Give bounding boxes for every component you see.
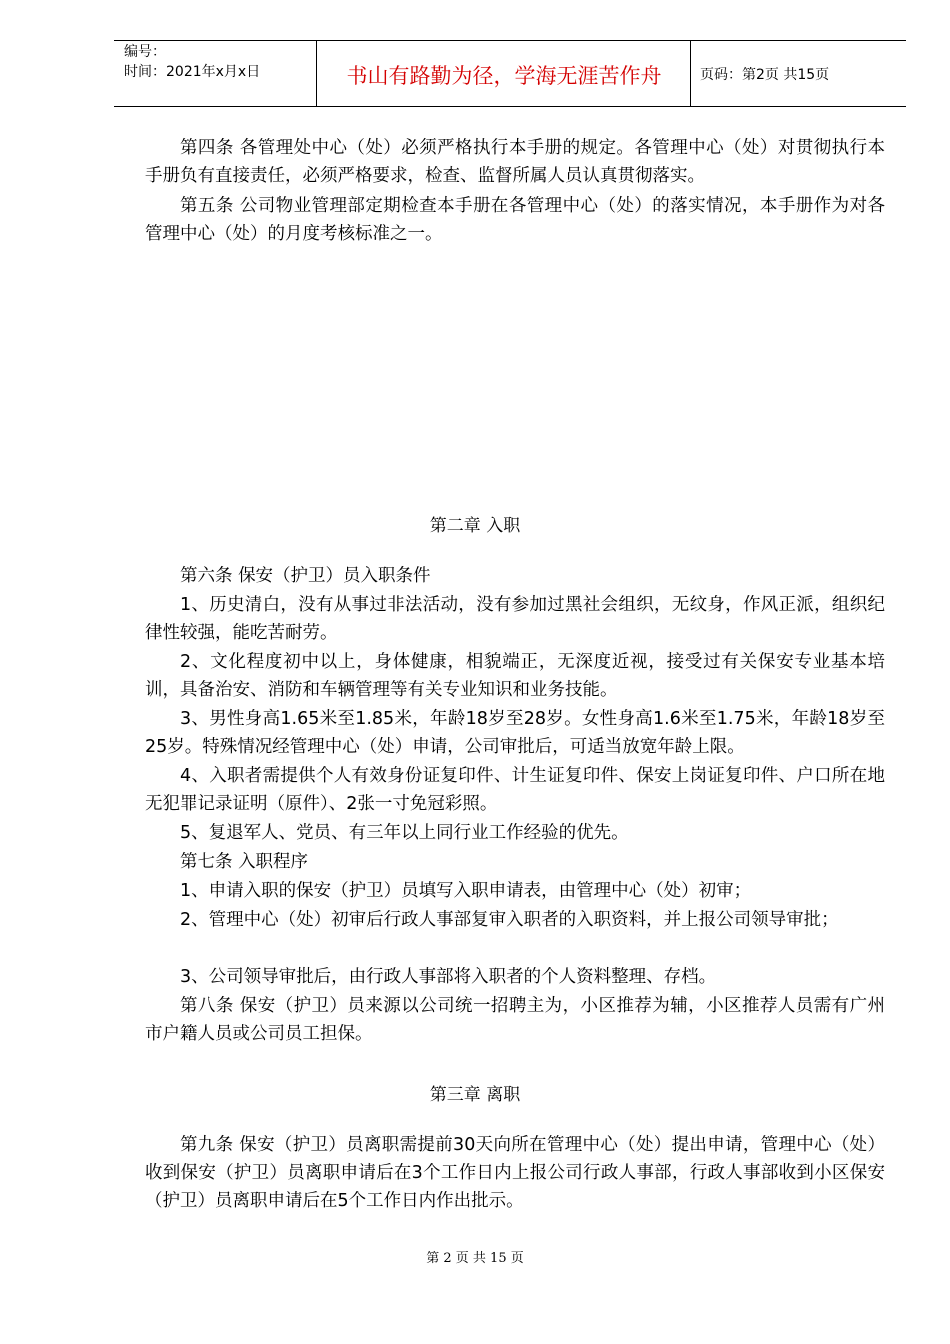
article-6-title: 第六条 保安（护卫）员入职条件 — [180, 566, 431, 586]
header-divider-right — [690, 40, 691, 107]
article-8: 第八条 保安（护卫）员来源以公司统一招聘主为，小区推荐为辅，小区推荐人员需有广州市户籍人员或公司员工担保。 — [145, 996, 885, 1044]
header-motto: 书山有路勤为径，学海无涯苦作舟 — [346, 64, 662, 88]
chapter-3-title: 第三章 离职 — [429, 1085, 521, 1105]
header-top-rule — [114, 40, 906, 41]
article-6-item-1: 1、历史清白，没有从事过非法活动，没有参加过黑社会组织，无纹身，作风正派，组织纪律性较强，能吃苦耐劳。 — [145, 595, 885, 643]
header-bottom-rule — [114, 106, 906, 107]
header-divider-left — [316, 40, 317, 107]
page-footer: 第 2 页 共 15 页 — [426, 1251, 524, 1266]
header-page-info: 页码：第2页 共15页 — [700, 67, 830, 83]
article-7-title: 第七条 入职程序 — [180, 852, 309, 872]
article-7-item-1: 1、申请入职的保安（护卫）员填写入职申请表，由管理中心（处）初审； — [180, 881, 752, 901]
article-4: 第四条 各管理处中心（处）必须严格执行本手册的规定。各管理中心（处）对贯彻执行本手册负有直接责任，必须严格要求，检查、监督所属人员认真贯彻落实。 — [145, 138, 885, 186]
article-7-item-2: 2、管理中心（处）初审后行政人事部复审入职者的入职资料，并上报公司领导审批； — [180, 910, 839, 930]
header-meta — [124, 42, 260, 82]
article-6-item-4: 4、入职者需提供个人有效身份证复印件、计生证复印件、保安上岗证复印件、户口所在地无犯罪记录证明（原件）、2张一寸免冠彩照。 — [145, 766, 885, 814]
article-6-item-3: 3、男性身高1.65米至1.85米，年龄18岁至28岁。女性身高1.6米至1.75米，年龄18岁至25岁。特殊情况经管理中心（处）申请，公司审批后，可适当放宽年龄上限。 — [145, 709, 885, 757]
number-label: 编号： — [124, 44, 166, 60]
time-label: 时间：2021年x月x日 — [124, 64, 261, 80]
article-5: 第五条 公司物业管理部定期检查本手册在各管理中心（处）的落实情况，本手册作为对各管理中心（处）的月度考核标准之一。 — [145, 196, 885, 244]
article-6-item-5: 5、复退军人、党员、有三年以上同行业工作经验的优先。 — [180, 823, 629, 843]
chapter-2-title: 第二章 入职 — [429, 516, 521, 536]
page-header — [114, 40, 906, 108]
article-6-item-2: 2、文化程度初中以上，身体健康，相貌端正，无深度近视，接受过有关保安专业基本培训，具备治安、消防和车辆管理等有关专业知识和业务技能。 — [145, 652, 885, 700]
article-9: 第九条 保安（护卫）员离职需提前30天向所在管理中心（处）提出申请，管理中心（处）收到保安（护卫）员离职申请后在3个工作日内上报公司行政人事部，行政人事部收到小区保安（护卫）员离职申请后在5个工作日内作出批示。 — [145, 1135, 885, 1211]
article-7-item-3: 3、公司领导审批后，由行政人事部将入职者的个人资料整理、存档。 — [180, 967, 717, 987]
